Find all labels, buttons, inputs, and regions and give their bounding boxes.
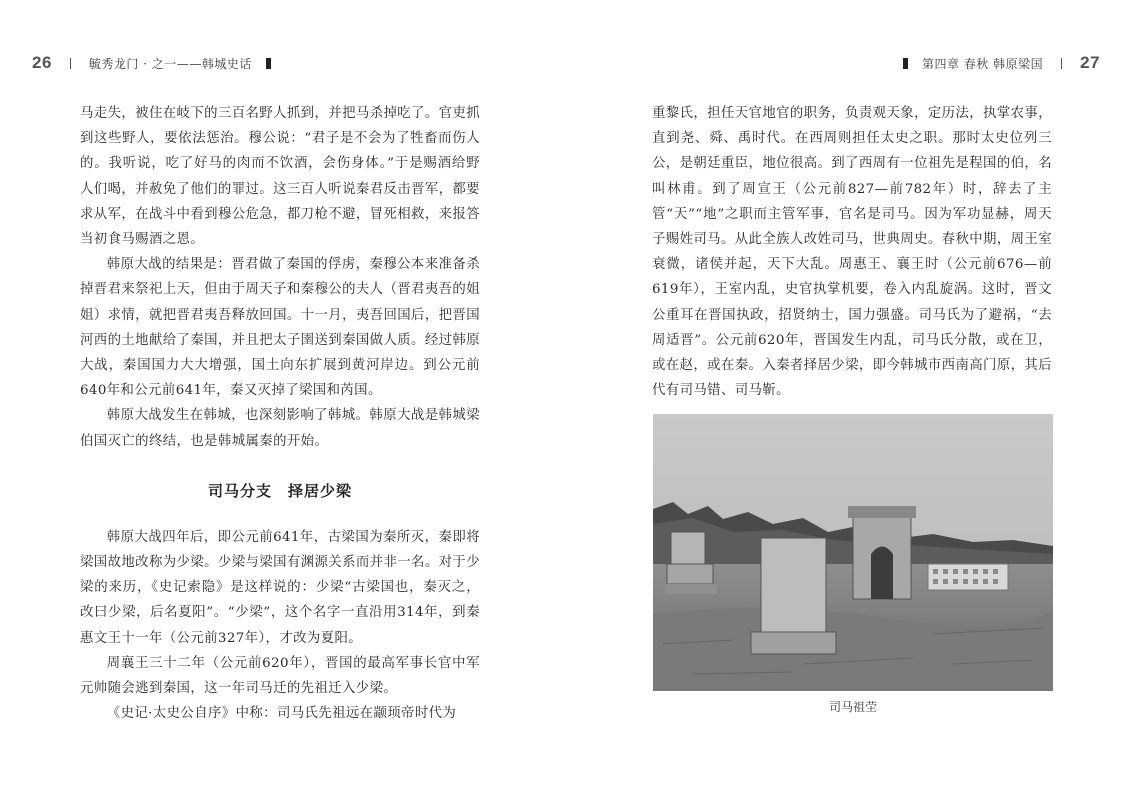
header-divider [1061, 58, 1062, 69]
right-running-header [889, 50, 1100, 76]
figure-caption: 司马祖茔 [828, 700, 877, 714]
paragraph: 《史记·太史公自序》中称：司马氏先祖远在颛顼帝时代为 [106, 706, 457, 722]
book-title: 毓秀龙门 · 之一——韩城史话 [88, 56, 252, 71]
paragraph: 周襄王三十二年（公元前620年），晋国的最高军事长官中军元帅随会逃到秦国，这一年司马迁的先祖迁入少梁。 [80, 655, 480, 697]
grave-photo [653, 414, 1053, 691]
section-heading-part: 司马分支 [207, 481, 272, 500]
right-text-column [652, 101, 1052, 403]
paragraph: 韩原大战四年后，即公元前641年，古梁国为秦所灭，秦即将梁国故地改称为少梁。少梁与梁国有渊源关系而并非一名。对于少梁的来历，《史记索隐》是这样说的：少梁“古梁国也，秦灭之，改曰少梁，后名夏阳”。“少梁”，这个名字一直沿用314年，到秦惠文王十一年（公元前327年），才改为夏阳。 [80, 529, 480, 646]
paragraph: 韩原大战的结果是：晋君做了秦国的俘虏，秦穆公本来准备杀掉晋君来祭祀上天，但由于周天子和秦穆公的夫人（晋君夷吾的姐姐）求情，就把晋君夷吾释放回国。十一月，夷吾回国后，把晋国河西的土地献给了秦国，并且把太子圉送到秦国做人质。经过韩原大战，秦国国力大大增强，国土向东扩展到黄河岸边。到公元前640年和公元前641年，秦又灭掉了梁国和芮国。 [80, 257, 480, 399]
page-number-left: 26 [32, 53, 52, 72]
left-text-column [80, 101, 480, 726]
chapter-title: 第四章 春秋 韩原梁国 [921, 56, 1044, 71]
section-heading [80, 480, 480, 501]
paragraph-continued: 马走失，被住在岐下的三百名野人抓到，并把马杀掉吃了。官吏抓到这些野人，要依法惩治。穆公说：“君子是不会为了牲畜而伤人的。我听说，吃了好马的肉而不饮酒，会伤身体。”于是赐酒给野人们喝，并赦免了他们的罪过。这三百人听说秦君反击晋军，都要求从军，在战斗中看到穆公危急，都刀枪不避，冒死相救，来报答当初食马赐酒之恩。 [80, 106, 480, 248]
page-number-right: 27 [1080, 53, 1100, 72]
header-block-mark [266, 58, 271, 69]
photo-figure [653, 414, 1053, 691]
paragraph: 韩原大战发生在韩城，也深刻影响了韩城。韩原大战是韩城梁伯国灭亡的终结，也是韩城属秦的开始。 [80, 408, 480, 449]
header-divider [70, 58, 71, 69]
header-block-mark [903, 58, 908, 69]
left-running-header [32, 50, 285, 76]
paragraph-continued: 重黎氏，担任天官地官的职务，负责观天象，定历法，执掌农事，直到尧、舜、禹时代。在西周则担任太史之职。那时太史位列三公，是朝廷重臣，地位很高。到了西周有一位祖先是程国的伯，名叫林甫。到了周宣王（公元前827—前782年）时，辞去了主管“天”“地”之职而主管军事，官名是司马。因为军功显赫，周天子赐姓司马。从此全族人改姓司马，世典周史。春秋中期，周王室衰微，诸侯并起，天下大乱。周惠王、襄王时（公元前676—前619年），王室内乱，史官执掌机要，卷入内乱旋涡。这时，晋文公重耳在晋国执政，招贤纳士，国力强盛。司马氏为了避祸，“去周适晋”。公元前620年，晋国发生内乱，司马氏分散，或在卫，或在赵，或在秦。入秦者择居少梁，即今韩城市西南高门原，其后代有司马错、司马靳。 [652, 106, 1052, 399]
section-heading-part: 择居少梁 [288, 481, 353, 500]
